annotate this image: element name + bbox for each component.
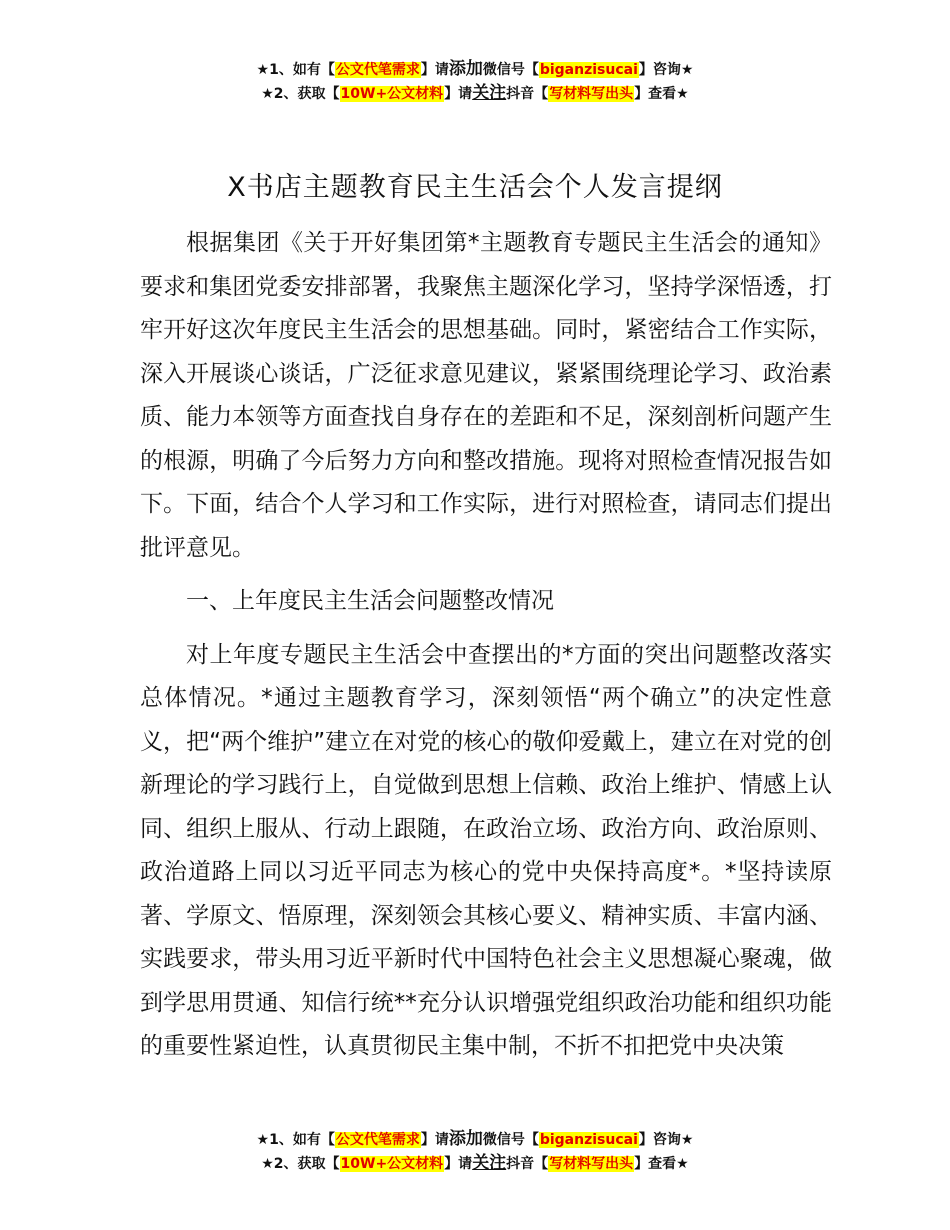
promo-text: ★2、获取【	[261, 86, 340, 102]
promo-text: 微信号【	[482, 62, 539, 78]
intro-paragraph: 根据集团《关于开好集团第*主题教育专题民主生活会的通知》要求和集团党委安排部署，我聚焦主题深化学习，坚持学深悟透，打牢开好这次年度民主生活会的思想基础。同时，紧密结合工作实际，深入开展谈心谈话，广泛征求意见建议，紧紧围绕理论学习、政治素质、能力本领等方面查找自身存在的差距和不足，深刻剖析问题产生的根源，明确了今后努力方向和整改措施。现将对照检查情况报告如下。下面，结合个人学习和工作实际，进行对照检查，请同志们提出批评意见。	[140, 230, 832, 561]
promo-text: 】咨询★	[638, 1132, 694, 1148]
promo-emphasis: 关注	[472, 83, 507, 103]
promo-line-1	[0, 1128, 950, 1152]
promo-text: 抖音【	[506, 1156, 549, 1172]
section-heading: 一、上年度民主生活会问题整改情况	[186, 588, 554, 614]
promo-highlight: 写材料写出头	[549, 86, 634, 102]
promo-highlight: 10W+公文材料	[340, 1156, 444, 1172]
document-body	[140, 222, 832, 1079]
promo-emphasis: 关注	[472, 1153, 507, 1173]
promo-highlight: 公文代笔需求	[335, 1132, 420, 1148]
promo-emphasis: 添加	[448, 59, 483, 79]
promo-text: ★2、获取【	[261, 1156, 340, 1172]
promo-text: 】请	[444, 1156, 473, 1172]
promo-banner-top	[0, 58, 950, 106]
promo-text: ★1、如有【	[256, 62, 335, 78]
promo-text: 】咨询★	[638, 62, 694, 78]
promo-text: ★1、如有【	[256, 1132, 335, 1148]
promo-text: 微信号【	[482, 1132, 539, 1148]
promo-line-1	[0, 58, 950, 82]
promo-text: 抖音【	[506, 86, 549, 102]
promo-highlight: 写材料写出头	[549, 1156, 634, 1172]
promo-text: 】查看★	[634, 1156, 689, 1172]
document-title: X书店主题教育民主生活会个人发言提纲	[227, 172, 723, 203]
promo-line-2	[0, 82, 950, 106]
promo-text: 】请	[420, 62, 449, 78]
promo-text: 】查看★	[634, 86, 689, 102]
promo-highlight: 公文代笔需求	[335, 62, 420, 78]
promo-text: 】请	[444, 86, 473, 102]
promo-banner-bottom	[0, 1128, 950, 1176]
promo-line-2	[0, 1152, 950, 1176]
promo-highlight: biganzisucai	[539, 1132, 638, 1148]
promo-text: 】请	[420, 1132, 449, 1148]
promo-emphasis: 添加	[448, 1129, 483, 1149]
promo-highlight: biganzisucai	[539, 62, 638, 78]
body-paragraph: 对上年度专题民主生活会中查摆出的*方面的突出问题整改落实总体情况。*通过主题教育学习，深刻领悟“两个确立”的决定性意义，把“两个维护”建立在对党的核心的敬仰爱戴上，建立在对党的创新理论的学习践行上，自觉做到思想上信赖、政治上维护、情感上认同、组织上服从、行动上跟随，在政治立场、政治方向、政治原则、政治道路上同以习近平同志为核心的党中央保持高度*。*坚持读原著、学原文、悟原理，深刻领会其核心要义、精神实质、丰富内涵、实践要求，带头用习近平新时代中国特色社会主义思想凝心聚魂，做到学思用贯通、知信行统**充分认识增强党组织政治功能和组织功能的重要性紧迫性，认真贯彻民主集中制，不折不扣把党中央决策	[140, 641, 832, 1059]
promo-highlight: 10W+公文材料	[340, 86, 444, 102]
